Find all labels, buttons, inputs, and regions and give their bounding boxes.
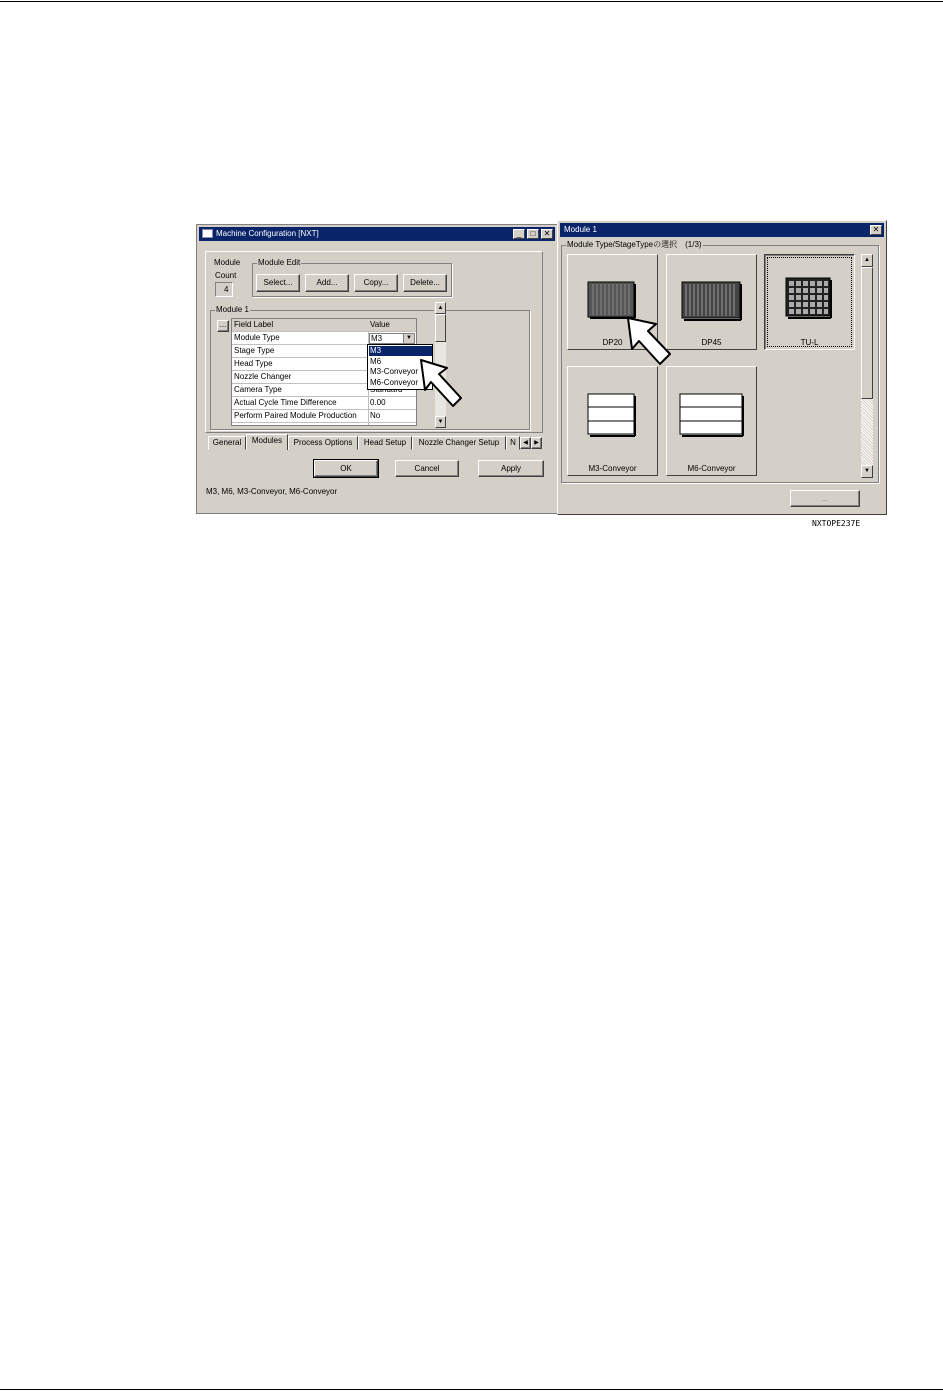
dropdown-option[interactable]: M6-Conveyor <box>370 378 419 387</box>
maximize-icon[interactable]: □ <box>527 229 539 239</box>
close-icon[interactable]: ✕ <box>541 229 553 239</box>
row-label: Head Type <box>234 359 273 368</box>
row-label: Actual Cycle Time Difference <box>234 398 337 407</box>
scroll-down-icon[interactable]: ▼ <box>435 416 446 428</box>
window-icon <box>202 229 213 238</box>
row-value: No <box>370 411 381 420</box>
bottom-rule <box>0 1389 943 1390</box>
dropdown-option[interactable]: M3-Conveyor <box>370 367 419 376</box>
ok-button[interactable]: OK <box>314 460 378 477</box>
tab-more[interactable]: N <box>506 436 520 450</box>
apply-button[interactable]: Apply <box>478 460 544 477</box>
tile-label: DP20 <box>602 338 623 347</box>
module-type-group-label: Module Type/StageTypeの選択 (1/3) <box>567 240 702 249</box>
module-type-value: M3 <box>371 334 383 343</box>
scroll-thumb[interactable] <box>435 314 446 342</box>
tab-modules[interactable]: Modules <box>246 434 288 450</box>
row-value: 0.00 <box>370 398 386 407</box>
dialog-title: Module 1 <box>564 225 597 234</box>
title-bar[interactable] <box>560 223 884 237</box>
pointer-arrow-icon <box>624 314 674 368</box>
tile-label: DP45 <box>701 338 722 347</box>
table-row[interactable] <box>232 410 416 423</box>
minimize-icon[interactable]: _ <box>513 229 525 239</box>
row-label: Nozzle Changer <box>234 372 292 381</box>
count-value: 4 <box>224 285 229 294</box>
tab-general[interactable]: General <box>208 436 246 450</box>
tab-scroll-right-icon[interactable]: ▶ <box>531 437 542 449</box>
dropdown-option[interactable]: M6 <box>370 357 382 366</box>
row-label: Stage Type <box>234 346 275 355</box>
tile-dp45[interactable] <box>666 254 757 350</box>
module-type-select[interactable] <box>369 333 415 344</box>
tile-label: TU-L <box>800 338 819 347</box>
status-text: M3, M6, M3-Conveyor, M6-Conveyor <box>206 487 338 496</box>
m6-conveyor-icon <box>679 393 745 437</box>
module-group-label: Module <box>214 258 241 267</box>
count-label: Count <box>215 271 237 280</box>
m3-conveyor-icon <box>587 393 637 437</box>
module-1-label: Module 1 <box>216 305 249 314</box>
row-label: Perform Paired Module Production <box>234 411 357 420</box>
tile-m6-conveyor[interactable] <box>666 366 757 476</box>
title-bar[interactable] <box>199 227 555 241</box>
dropdown-option[interactable]: M3 <box>369 346 432 356</box>
pointer-arrow-icon <box>417 356 465 408</box>
close-button[interactable]: ... <box>790 490 860 507</box>
chevron-down-icon[interactable]: ▼ <box>403 334 414 343</box>
tile-label: M6-Conveyor <box>687 464 736 473</box>
cancel-button[interactable]: Cancel <box>395 460 459 477</box>
close-icon[interactable]: ✕ <box>870 225 882 235</box>
delete-button[interactable]: Delete... <box>403 274 447 292</box>
dp45-icon <box>681 281 743 321</box>
scroll-up-icon[interactable]: ▲ <box>861 254 873 267</box>
ellipsis-button[interactable]: ... <box>217 320 229 332</box>
copy-button[interactable]: Copy... <box>354 274 398 292</box>
tab-process-options[interactable]: Process Options <box>288 436 358 450</box>
header-field-label: Field Label <box>234 320 274 329</box>
count-value-box <box>215 282 233 297</box>
tile-m3-conveyor[interactable] <box>567 366 658 476</box>
tab-scroll-left-icon[interactable]: ◀ <box>520 437 531 449</box>
tu-l-icon <box>785 277 833 319</box>
tab-nozzle-changer-setup[interactable]: Nozzle Changer Setup <box>412 436 506 450</box>
figure-id: NXTOPE237E <box>812 519 861 528</box>
tile-tu-l[interactable] <box>764 254 855 350</box>
scroll-up-icon[interactable]: ▲ <box>435 302 446 314</box>
tile-label: M3-Conveyor <box>588 464 637 473</box>
select-button[interactable]: Select... <box>256 274 300 292</box>
dialog-title: Machine Configuration [NXT] <box>216 229 319 238</box>
grid-header <box>232 319 416 332</box>
tile-scrollbar[interactable] <box>860 254 873 478</box>
row-label: Module Type <box>234 333 280 342</box>
row-label: Camera Type <box>234 385 282 394</box>
table-row[interactable] <box>232 397 416 410</box>
header-value: Value <box>370 320 390 329</box>
module-edit-label: Module Edit <box>258 258 301 267</box>
scroll-down-icon[interactable]: ▼ <box>861 465 873 478</box>
add-button[interactable]: Add... <box>305 274 349 292</box>
top-rule <box>0 1 943 2</box>
scroll-thumb[interactable] <box>861 267 873 399</box>
tab-head-setup[interactable]: Head Setup <box>358 436 412 450</box>
